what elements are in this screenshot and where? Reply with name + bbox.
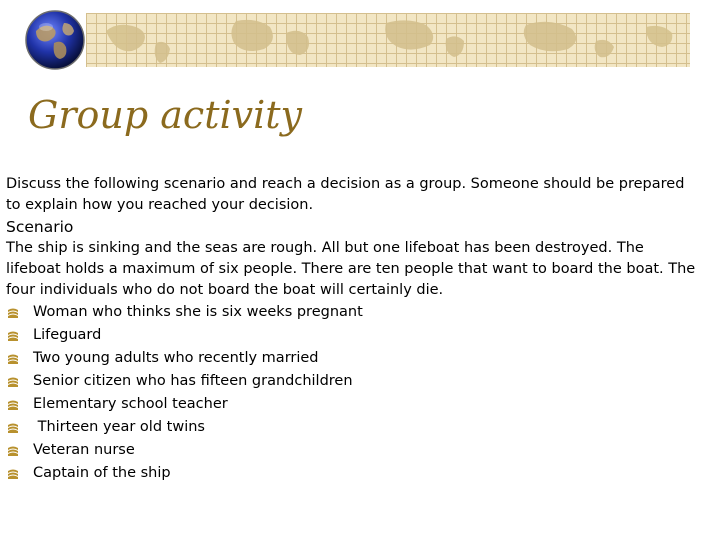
list-item-label: Two young adults who recently married <box>33 350 319 366</box>
bullet-icon <box>8 400 18 410</box>
scenario-text: The ship is sinking and the seas are rough. All but one lifeboat has been destroyed. The lifeboat holds a maximum of six people. There are ten people that want to board the boat. The four individuals who do not board the boat will certainly die. <box>6 240 696 298</box>
list-item <box>6 347 696 370</box>
slide-title: Group activity <box>28 93 302 137</box>
bullet-icon <box>8 446 18 456</box>
list-item-label: Lifeguard <box>33 327 102 343</box>
list-item <box>6 439 696 462</box>
list-item <box>6 370 696 393</box>
slide-body <box>6 174 696 485</box>
scenario-heading: Scenario <box>6 218 74 236</box>
list-item-label: Woman who thinks she is six weeks pregnant <box>33 304 363 320</box>
bullet-icon <box>8 423 18 433</box>
bullet-icon <box>8 354 18 364</box>
list-item <box>6 416 696 439</box>
bullet-icon <box>8 331 18 341</box>
bullet-icon <box>8 469 18 479</box>
globe-icon <box>24 9 86 71</box>
world-map-graphic <box>86 13 690 67</box>
people-list <box>6 301 696 485</box>
list-item-label: Elementary school teacher <box>33 396 228 412</box>
list-item-label: Veteran nurse <box>33 442 135 458</box>
world-map-banner <box>86 13 690 67</box>
list-item <box>6 393 696 416</box>
list-item <box>6 462 696 485</box>
list-item-label: Captain of the ship <box>33 465 171 481</box>
list-item-label: Thirteen year old twins <box>33 419 205 435</box>
list-item <box>6 324 696 347</box>
list-item-label: Senior citizen who has fifteen grandchildren <box>33 373 353 389</box>
intro-text: Discuss the following scenario and reach a decision as a group. Someone should be prepared to explain how you reached your decision. <box>6 176 685 213</box>
list-item <box>6 301 696 324</box>
bullet-icon <box>8 308 18 318</box>
bullet-icon <box>8 377 18 387</box>
